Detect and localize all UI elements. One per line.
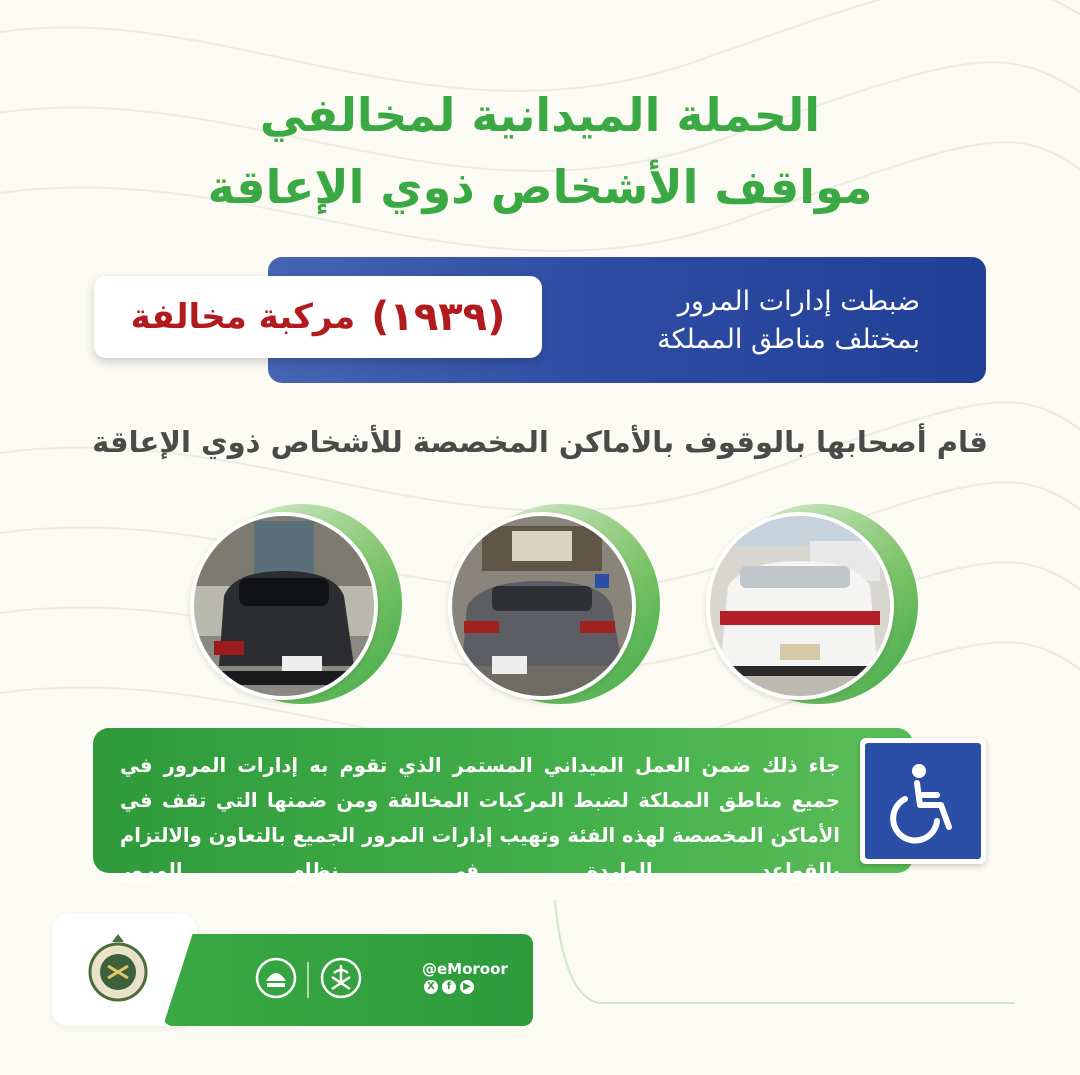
social-handle[interactable]: @eMoroor [422, 960, 508, 978]
page-title-line1: الحملة الميدانية لمخالفي [259, 88, 821, 142]
violation-count-box [94, 276, 542, 358]
car-photo-black-sedan [190, 512, 378, 700]
photo-gray-sedan [448, 512, 648, 712]
ministry-emblem-icon [318, 955, 364, 1001]
subtitle: قام أصحابها بالوقوف بالأماكن المخصصة للأشخاص ذوي الإعاقة [92, 425, 988, 459]
facebook-icon[interactable]: f [442, 980, 456, 994]
banner-text [580, 283, 920, 359]
banner-line2: بمختلف مناطق المملكة [657, 324, 920, 355]
violation-count-label: مركبة مخالفة [130, 297, 356, 337]
info-text: جاء ذلك ضمن العمل الميداني المستمر الذي تقوم به إدارات المرور في جميع مناطق المملكة لضبط المركبات المخالفة ومن ضمنها التي تقف في الأماكن المخصصة لهذه الفئة وتهيب إدارات المرور الجميع بالتعاون والالتزام بالقواعد الواردة في نظام المرور [120, 754, 840, 882]
photo-white-sedan [706, 512, 906, 712]
social-icons [424, 980, 474, 994]
wheelchair-icon [865, 743, 981, 859]
page-title-line2: مواقف الأشخاص ذوي الإعاقة [207, 160, 873, 214]
banner-line1: ضبطت إدارات المرور [677, 286, 920, 317]
car-photo-gray-sedan [448, 512, 636, 700]
photo-black-sedan [190, 512, 390, 712]
security-emblem-icon [253, 955, 299, 1001]
x-icon[interactable]: X [424, 980, 438, 994]
car-photo-white-sedan [706, 512, 894, 700]
youtube-icon[interactable]: ▶ [460, 980, 474, 994]
footer-divider [307, 962, 309, 998]
accessibility-sign [860, 738, 986, 864]
violation-count: (١٩٣٩) [371, 294, 506, 340]
